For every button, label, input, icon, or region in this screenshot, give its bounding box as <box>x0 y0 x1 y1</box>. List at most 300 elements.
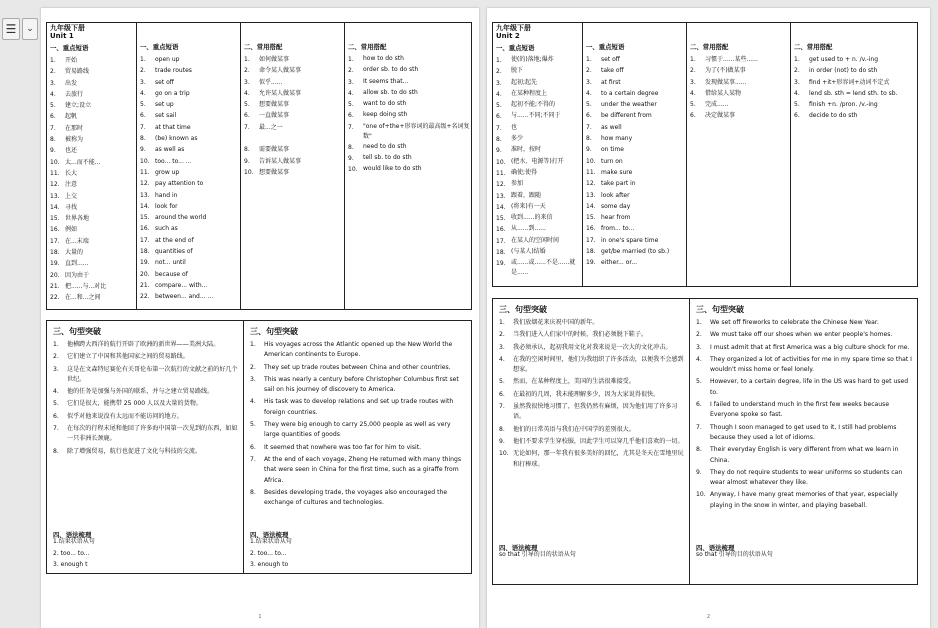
item-text: 他的任务是加强与外国的联系，并与之建立贸易路线。 <box>67 388 214 396</box>
sentence-item <box>499 437 684 447</box>
item-text: 使(的)落地;爆炸 <box>511 56 554 63</box>
item-number: 6. <box>794 112 800 120</box>
item-number: 7. <box>140 123 146 131</box>
column-header: 一、重点短语 <box>586 43 625 51</box>
item-text: 直到...... <box>65 260 89 268</box>
item-number: 3. <box>140 78 146 86</box>
item-text: 脱下 <box>511 67 524 75</box>
item-text: at first <box>601 78 621 86</box>
item-text: turn on <box>601 157 623 165</box>
item-number: 5. <box>586 101 592 109</box>
item-text: 确使;使得 <box>511 168 538 176</box>
item-text: Anyway, I have many great memories of that year, especially playing in the snow in winter, and playing baseball. <box>710 491 898 509</box>
item-text: 命令某人做某事 <box>259 67 302 75</box>
phrase-item <box>586 54 687 65</box>
phrase-item <box>244 54 345 65</box>
item-text: 当我们进入人们家中的时候，我们必须脱下鞋子。 <box>513 331 648 339</box>
item-text: "one of+the+形容词的最高级+名词复数" <box>363 122 470 140</box>
item-text: They were big enough to carry 25,000 people as well as very large quantities of goods <box>264 421 451 439</box>
item-number: 5. <box>348 101 354 109</box>
sentences-en-col <box>689 299 918 584</box>
column-header: 一、重点短语 <box>496 44 535 52</box>
item-text: 也 <box>511 123 518 131</box>
item-number: 11. <box>50 169 60 177</box>
item-number: 7. <box>348 123 354 131</box>
item-number: 8. <box>53 447 59 455</box>
item-number: 15. <box>140 214 150 222</box>
item-number: 1. <box>499 319 505 326</box>
item-number: 7. <box>50 124 56 132</box>
item-text: open up <box>155 56 180 63</box>
phrase-list <box>493 55 582 278</box>
sentence-item <box>53 387 238 397</box>
phrase-item <box>50 258 136 269</box>
phrase-item <box>50 224 136 235</box>
item-text: 寻找 <box>65 203 78 211</box>
item-text: trade routes <box>155 67 192 75</box>
item-text: find +it+形容词+动词不定式 <box>809 78 890 86</box>
item-number: 14. <box>140 202 150 210</box>
sentence-item <box>696 490 913 511</box>
phrase-item <box>244 88 345 99</box>
item-text: I failed to understand much in the first few weeks because Everyone spoke so fast. <box>710 401 890 419</box>
item-number: 9. <box>496 147 502 155</box>
phrase-item <box>50 236 136 247</box>
item-number: 10. <box>348 166 358 174</box>
item-number: 12. <box>496 181 506 189</box>
item-text: compare... with... <box>155 281 208 289</box>
sentence-item <box>250 488 467 509</box>
phrase-list <box>345 54 472 176</box>
item-text: between... and... ... <box>155 293 214 301</box>
item-number: 3. <box>53 365 59 373</box>
phrase-item <box>586 178 687 189</box>
item-number: 16. <box>586 225 596 233</box>
phrase-item <box>50 123 136 134</box>
item-text: They set up trade routes between China and other countries. <box>264 363 451 371</box>
item-number: 14. <box>50 203 60 211</box>
item-number: 19. <box>586 259 596 267</box>
document-page-1 <box>41 8 479 628</box>
phrase-item <box>244 133 345 144</box>
grade-title: 九年级下册 <box>50 24 85 32</box>
item-text: 开始 <box>65 57 78 64</box>
phrase-item <box>140 257 241 268</box>
item-number: 20. <box>50 271 60 279</box>
item-text: 我们放烟花来庆祝中国的新年。 <box>513 319 599 326</box>
phrase-item <box>140 190 241 201</box>
grammar-list <box>690 549 773 561</box>
item-text: 它们是很大，能携带 25 000 人以及大量的货物。 <box>67 400 202 408</box>
item-text: at the end of <box>155 236 194 244</box>
item-text: how many <box>601 135 633 143</box>
item-number: 14. <box>586 202 596 210</box>
item-text: 去旅行 <box>65 90 84 98</box>
item-text: need to do sth <box>363 142 407 150</box>
item-number: 6. <box>244 112 250 120</box>
phrase-item <box>496 157 582 168</box>
item-text: hear from <box>601 214 631 222</box>
document-page-2 <box>487 8 930 628</box>
item-number: 21. <box>50 282 60 290</box>
toolbar <box>2 18 40 40</box>
sentence-item <box>250 455 467 486</box>
item-text: 似乎对他来说没有太远而不能访问的地方。 <box>67 412 183 420</box>
column-header: 二、常用搭配 <box>244 43 283 51</box>
phrase-item <box>496 100 582 111</box>
phrase-item <box>140 156 241 167</box>
phrase-item <box>244 122 345 133</box>
phrase-item <box>50 89 136 100</box>
vocab-table <box>492 22 918 287</box>
sentence-list <box>690 318 918 511</box>
item-text: 因为由于 <box>65 271 90 279</box>
item-text: want to do sth <box>363 100 407 108</box>
item-text: 在我的空闲时间里，他们为我组织了许多活动，以便我不会感到想家。 <box>513 355 684 374</box>
item-text: because of <box>155 270 188 278</box>
item-text: We must take off our shoes when we enter people's homes. <box>710 331 893 339</box>
item-text: 在某种程度上 <box>511 89 548 97</box>
item-number: 8. <box>499 425 505 433</box>
phrase-item <box>140 54 241 65</box>
item-text: take off <box>601 67 624 75</box>
sentence-item <box>499 330 684 340</box>
item-text: This was nearly a century before Christopher Columbus first set sail on his journey of discovery to America. <box>264 375 459 394</box>
vocab-col-3 <box>686 23 791 286</box>
sentences-en-col <box>243 321 472 573</box>
item-text: 允许某人做某事 <box>259 89 302 97</box>
item-number: 21. <box>140 281 150 289</box>
vocab-col-4 <box>344 23 472 309</box>
grammar-item: 2. too... to... <box>250 549 287 557</box>
item-text: We set off fireworks to celebrate the Chinese New Year. <box>710 319 879 326</box>
phrase-item <box>586 212 687 223</box>
item-number: 12. <box>140 180 150 188</box>
phrase-item <box>586 77 687 88</box>
item-text: 建立;设立 <box>65 102 92 110</box>
item-number: 1. <box>50 57 56 64</box>
item-number: 22. <box>140 293 150 301</box>
phrase-item <box>586 110 687 121</box>
phrase-item <box>244 144 345 155</box>
item-number: 7. <box>53 425 59 433</box>
item-number: 2. <box>250 363 256 371</box>
item-number: 9. <box>244 157 250 165</box>
sentence-item <box>499 449 684 470</box>
item-number: 6. <box>140 112 146 120</box>
sentence-item <box>250 340 467 361</box>
sentence-item <box>499 318 684 328</box>
phrase-item <box>348 122 472 142</box>
item-number: 10. <box>499 450 509 458</box>
item-number: 19. <box>50 260 60 268</box>
item-number: 10. <box>586 157 596 165</box>
phrase-item <box>348 54 472 65</box>
item-number: 6. <box>53 412 59 420</box>
sentence-list <box>47 340 243 457</box>
item-number: 16. <box>50 226 60 234</box>
item-number: 1. <box>53 341 59 348</box>
phrase-item <box>496 66 582 77</box>
phrase-item <box>50 66 136 77</box>
phrase-item <box>690 88 791 99</box>
item-text: 收到......的来信 <box>511 214 553 222</box>
phrase-item <box>794 65 918 76</box>
grammar-item: so that 引导的目的状语从句 <box>499 551 576 558</box>
sentence-item <box>696 318 913 328</box>
item-number: 16. <box>140 225 150 233</box>
item-number: 1. <box>250 341 256 348</box>
phrase-item <box>586 167 687 178</box>
item-text: (把水、电源等)打开 <box>511 157 564 165</box>
phrase-item <box>586 122 687 133</box>
item-number: 3. <box>690 78 696 86</box>
phrase-list <box>137 54 241 303</box>
phrase-item <box>496 134 582 145</box>
sentence-item <box>696 343 913 353</box>
item-number: 7. <box>696 423 702 431</box>
phrase-item <box>50 281 136 292</box>
item-text: 需要做某事 <box>259 146 290 154</box>
item-text: too... to... ... <box>155 157 192 165</box>
grammar-item: 3. enough to <box>250 561 289 569</box>
column-header: 二、常用搭配 <box>690 43 729 51</box>
phrase-item <box>586 99 687 110</box>
item-text: 多少 <box>511 135 524 143</box>
phrase-item <box>690 99 791 110</box>
item-number: 3. <box>244 78 250 86</box>
grade-title: 九年级下册 <box>496 24 531 32</box>
sentence-item <box>53 365 238 386</box>
item-number: 2. <box>794 67 800 75</box>
phrase-list <box>583 54 687 269</box>
sentence-item <box>53 447 238 457</box>
item-text: take part in <box>601 180 636 188</box>
item-number: 11. <box>496 169 506 177</box>
phrase-list <box>687 54 791 122</box>
phrase-item <box>140 178 241 189</box>
phrase-item <box>794 110 918 121</box>
item-text: 为了(不)做某事 <box>705 67 746 75</box>
item-text: such as <box>155 225 178 233</box>
item-text: 长大 <box>65 169 78 177</box>
sentence-table <box>492 298 918 585</box>
item-text: 或......或......不是......就是...... <box>511 259 576 277</box>
vocab-col-3 <box>240 23 345 309</box>
item-text: get used to + n. /v.-ing <box>809 56 879 63</box>
item-text: 然而，在某种程度上，美国的生活很难接受。 <box>513 378 635 386</box>
phrase-item <box>140 133 241 144</box>
unit-title: Unit 2 <box>496 32 520 40</box>
section-header: 三、句型突破 <box>499 305 547 314</box>
section-header: 三、句型突破 <box>250 327 298 336</box>
item-text: 习惯于......某些...... <box>705 56 758 63</box>
item-text: 一直做某事 <box>259 112 290 120</box>
grammar-item: 2. too... to... <box>53 549 90 557</box>
grammar-list <box>493 549 576 561</box>
item-number: 9. <box>499 437 505 445</box>
phrase-item <box>586 235 687 246</box>
item-text: allow sb. to do sth <box>363 88 418 96</box>
item-text: quantities of <box>155 248 193 256</box>
item-text: not... until <box>155 259 186 267</box>
phrase-item <box>496 247 582 258</box>
phrase-item <box>50 202 136 213</box>
item-text: However, to a certain degree, life in the US was hard to get used to. <box>710 378 909 396</box>
item-number: 10. <box>696 491 706 499</box>
sentence-item <box>696 400 913 421</box>
item-text: decide to do sth <box>809 112 858 120</box>
item-text: 参加 <box>511 180 524 188</box>
item-number: 7. <box>244 123 250 131</box>
grammar-list <box>244 536 292 571</box>
item-text: some day <box>601 202 631 210</box>
item-number: 10. <box>50 158 60 166</box>
item-text: 跟着，跟随 <box>511 191 542 199</box>
item-text: 借给某人某物 <box>705 89 742 97</box>
phrase-item <box>140 246 241 257</box>
item-text: 在最初的几周，我未能理解多少，因为大家说得很快。 <box>513 390 660 398</box>
item-number: 4. <box>250 398 256 406</box>
phrase-item <box>496 213 582 224</box>
item-number: 1. <box>696 319 702 326</box>
phrase-item <box>50 191 136 202</box>
item-text: to a certain degree <box>601 89 659 97</box>
item-number: 4. <box>53 388 59 396</box>
item-number: 4. <box>690 89 696 97</box>
phrase-item <box>140 212 241 223</box>
item-text: in order (not) to do sth <box>809 67 878 75</box>
item-text: 准时，按时 <box>511 146 542 154</box>
item-text: It seemed that nowhere was too far for him to visit. <box>264 443 422 451</box>
item-text: 出发 <box>65 79 78 87</box>
sentence-item <box>696 377 913 398</box>
phrase-item <box>140 223 241 234</box>
item-number: 5. <box>690 101 696 109</box>
item-text: grow up <box>155 168 180 176</box>
phrase-item <box>496 78 582 89</box>
phrase-item <box>244 65 345 76</box>
item-text: 被称为 <box>65 136 84 144</box>
item-text: 无论如何，那一年我有很多美好的回忆，尤其是冬天在雪地里玩和打棒球。 <box>513 450 684 468</box>
item-text: 在...和...之间 <box>65 294 101 302</box>
item-number: 3. <box>794 78 800 86</box>
phrase-item <box>690 54 791 65</box>
item-number: 17. <box>496 237 506 245</box>
item-number: 4. <box>794 89 800 97</box>
item-number: 7. <box>496 124 502 132</box>
phrase-item <box>348 153 472 164</box>
phrase-item <box>50 157 136 168</box>
item-text: 起帆 <box>65 113 78 121</box>
grammar-item: 1.结果状语从句 <box>53 538 95 545</box>
phrase-item <box>586 190 687 201</box>
item-number: 6. <box>496 113 502 121</box>
phrase-list <box>47 55 136 304</box>
item-text: 想要做某事 <box>259 101 290 109</box>
item-text: make sure <box>601 168 633 176</box>
phrase-item <box>244 110 345 121</box>
item-number: 2. <box>696 331 702 339</box>
phrase-item <box>140 280 241 291</box>
item-number: 9. <box>140 146 146 154</box>
item-text: 注意 <box>65 181 78 189</box>
item-number: 2. <box>348 67 354 75</box>
sentence-item <box>53 340 238 350</box>
sentence-item <box>696 423 913 444</box>
item-text: 虽然我很快地习惯了，但我仍然有麻烦，因为他们用了许多习语。 <box>513 403 678 421</box>
sentence-item <box>250 443 467 453</box>
sentences-cn-col <box>47 321 243 573</box>
item-number: 6. <box>250 443 256 451</box>
chevron-down-icon[interactable]: ⌄ <box>22 18 38 40</box>
vocab-col-2 <box>136 23 241 309</box>
column-header: 一、重点短语 <box>50 44 89 52</box>
phrase-item <box>244 167 345 178</box>
item-number: 6. <box>696 401 702 409</box>
item-text: They organized a lot of activities for me in my spare time so that I wouldn't miss home or feel lonely. <box>710 355 912 374</box>
item-number: 4. <box>140 89 146 97</box>
item-text: set sail <box>155 112 177 120</box>
phrase-item <box>50 145 136 156</box>
item-number: 9. <box>348 155 354 163</box>
phrase-item <box>140 269 241 280</box>
item-number: 2. <box>690 67 696 75</box>
item-text: would like to do sth <box>363 165 422 173</box>
item-text: order sb. to do sth <box>363 66 419 74</box>
item-number: 1. <box>244 56 250 63</box>
item-number: 4. <box>696 355 702 363</box>
item-text: set off <box>155 78 174 86</box>
item-text: 他们的日常英语与我们在中国学的差别很大。 <box>513 425 635 433</box>
item-text: 他们不要求学生穿校服，因此学生可以穿几乎他们喜欢的一切。 <box>513 437 684 445</box>
vocab-col-4 <box>790 23 918 286</box>
item-text: under the weather <box>601 101 657 109</box>
item-text: 与......不同;不同于 <box>511 112 561 120</box>
phrase-list <box>241 54 345 178</box>
item-number: 18. <box>586 248 596 256</box>
item-text: keep doing sth <box>363 111 408 119</box>
list-icon[interactable]: ☰ <box>2 18 20 40</box>
item-text: I must admit that at first America was a big culture shock for me. <box>710 343 910 351</box>
item-text: 决定做某事 <box>705 112 736 120</box>
item-number: 2. <box>586 67 592 75</box>
item-number: 4. <box>496 90 502 98</box>
item-number: 6. <box>50 113 56 121</box>
item-number: 1. <box>348 56 354 63</box>
item-text: 发现做某事...... <box>705 78 747 86</box>
sentence-item <box>250 397 467 418</box>
item-number: 10. <box>496 158 506 166</box>
item-number: 3. <box>496 79 502 87</box>
sentence-item <box>499 355 684 376</box>
item-number: 3. <box>586 78 592 86</box>
item-number: 5. <box>499 378 505 386</box>
section-header: 三、句型突破 <box>696 305 744 314</box>
item-number: 7. <box>499 403 505 411</box>
item-text: (be) known as <box>155 135 198 143</box>
item-text: 如何做某事 <box>259 56 290 63</box>
item-text: 想要做某事 <box>259 168 290 176</box>
item-text: tell sb. to do sth <box>363 154 412 162</box>
item-number: 22. <box>50 294 60 302</box>
grammar-header: 四、语法梳理 <box>53 531 92 539</box>
phrase-item <box>348 99 472 110</box>
item-number: 13. <box>586 191 596 199</box>
item-number: 5. <box>50 102 56 110</box>
phrase-item <box>348 142 472 153</box>
item-number: 8. <box>140 135 146 143</box>
